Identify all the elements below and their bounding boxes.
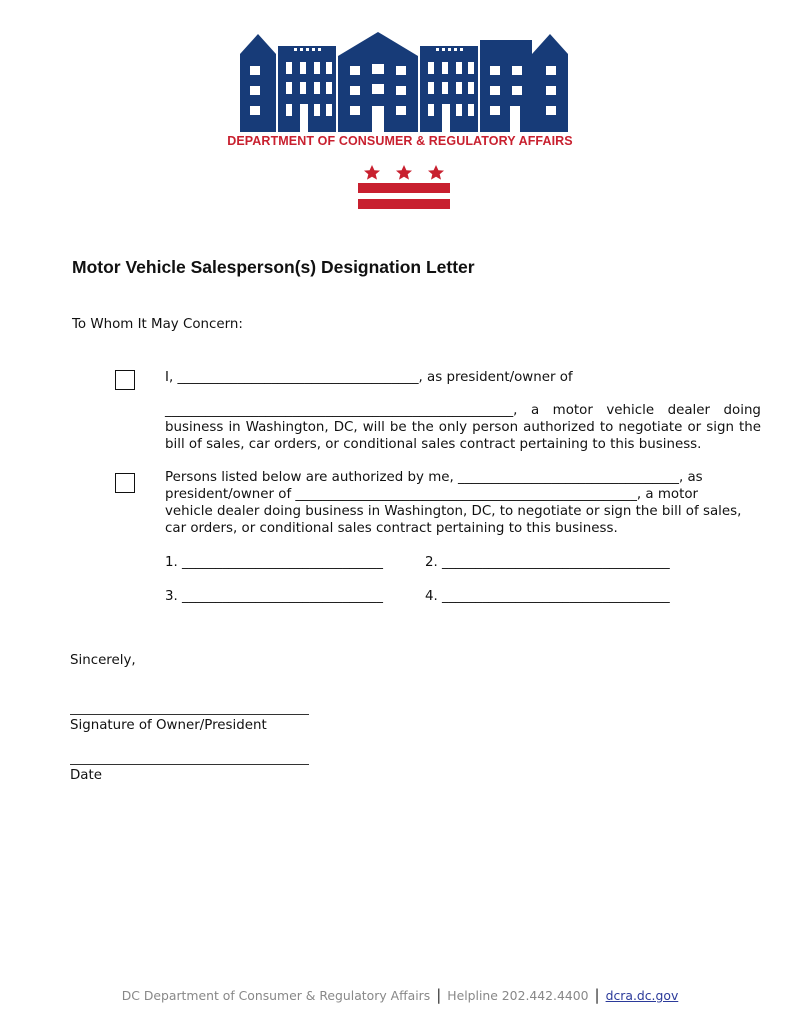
signature-label: Signature of Owner/President — [70, 718, 267, 733]
word: in — [228, 420, 241, 435]
footer — [0, 986, 800, 1004]
footer-separator-2: | — [594, 986, 600, 1004]
word: or — [687, 420, 702, 435]
word: negotiate — [618, 420, 683, 435]
word: will — [362, 420, 385, 435]
word: a — [530, 403, 540, 418]
word: vehicle — [606, 403, 655, 418]
dcra-buildings-logo — [238, 32, 570, 132]
option2-paragraph — [165, 469, 761, 537]
person-4-field[interactable]: 4. __________________________________ — [425, 589, 670, 604]
word: DC, — [333, 420, 358, 435]
word: person — [472, 420, 519, 435]
person-2-field[interactable]: 2. __________________________________ — [425, 555, 670, 570]
word: motor — [552, 403, 593, 418]
president-name-blank[interactable]: ____________________________________ — [177, 370, 419, 385]
option2-line4: car orders, or conditional sales contract pertaining to this business. — [165, 521, 618, 536]
footer-helpline: Helpline 202.442.4400 — [447, 988, 589, 1003]
word: ____________________________________________________, — [165, 403, 518, 418]
signature-line[interactable] — [70, 714, 309, 715]
option1-line4: bill of sales, car orders, or conditional sales contract pertaining to this business. — [165, 437, 702, 452]
footer-separator: | — [436, 986, 442, 1004]
department-name: DEPARTMENT OF CONSUMER & REGULATORY AFFAIRS — [227, 134, 573, 148]
option1-prefix: I, — [165, 370, 174, 385]
footer-website-link[interactable]: dcra.dc.gov — [605, 988, 679, 1003]
option2-line3: vehicle dealer doing business in Washington, DC, to negotiate or sign the bill of sales, — [165, 504, 742, 519]
person-1-field[interactable]: 1. ______________________________ — [165, 555, 383, 570]
word: the — [739, 420, 761, 435]
person-3-field[interactable]: 3. ______________________________ — [165, 589, 383, 604]
word: dealer — [667, 403, 711, 418]
word: the — [411, 420, 434, 435]
option-sole-salesperson-checkbox[interactable] — [115, 370, 135, 390]
date-label: Date — [70, 768, 103, 783]
word: sign — [706, 420, 734, 435]
word: Washington, — [245, 420, 329, 435]
date-line[interactable] — [70, 764, 309, 765]
letter-title: Motor Vehicle Salesperson(s) Designation Letter — [72, 257, 475, 277]
option1-line3 — [165, 419, 761, 436]
option-listed-persons-checkbox[interactable] — [115, 473, 135, 493]
word: business — [165, 420, 224, 435]
word: doing — [723, 403, 761, 418]
option1-line1 — [165, 369, 573, 386]
salutation: To Whom It May Concern: — [72, 317, 243, 332]
option1-line2 — [165, 402, 761, 419]
word: be — [389, 420, 407, 435]
option1-paragraph — [165, 402, 761, 453]
word: to — [599, 420, 614, 435]
word: only — [438, 420, 468, 435]
option2-line1: Persons listed below are authorized by me, _________________________________, as — [165, 470, 703, 485]
closing: Sincerely, — [70, 653, 136, 668]
option2-line2: president/owner of ___________________________________________________, a motor — [165, 487, 699, 502]
dc-flag-icon — [358, 163, 450, 211]
word: authorized — [523, 420, 595, 435]
option1-suffix: , as president/owner of — [418, 370, 573, 385]
footer-org: DC Department of Consumer & Regulatory Affairs — [121, 988, 431, 1003]
